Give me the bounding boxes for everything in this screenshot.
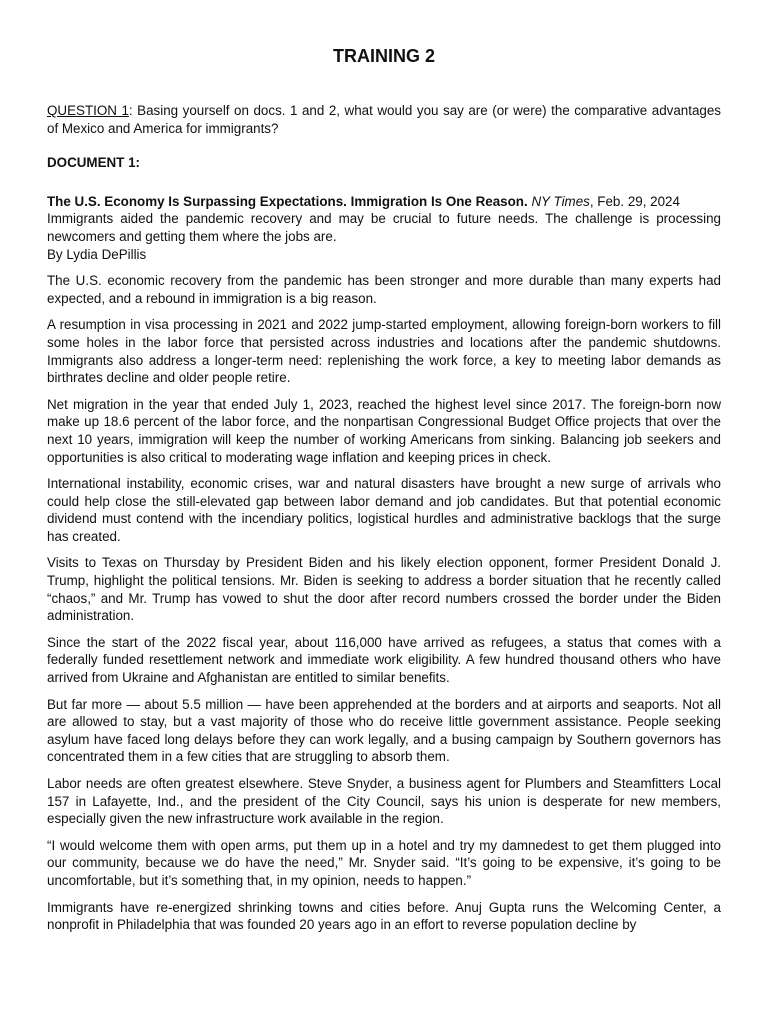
document-content <box>47 102 721 943</box>
article-headline: The U.S. Economy Is Surpassing Expectations. Immigration Is One Reason. <box>47 193 528 209</box>
question-text: : Basing yourself on docs. 1 and 2, what would you say are (or were) the comparative advantages of Mexico and America for immigrants? <box>47 103 721 136</box>
article-headline-line <box>47 193 721 211</box>
article-paragraph: Labor needs are often greatest elsewhere. Steve Snyder, a business agent for Plumbers and Steamfitters Local 157 in Lafayette, Ind., and the president of the City Council, says his union is desperate for new members, especially given the new infrastructure work available in the region. <box>47 776 721 827</box>
article-byline: By Lydia DePillis <box>47 246 147 262</box>
article-paragraph: International instability, economic crises, war and natural disasters have brought a new surge of arrivals who could help close the still-elevated gap between labor demand and job candidates. But that potential economic dividend must contend with the incendiary politics, logistical hurdles and administrative backlogs that the surge has created. <box>47 476 721 544</box>
article-paragraph: Net migration in the year that ended July 1, 2023, reached the highest level since 2017. The foreign-born now make up 18.6 percent of the labor force, and the nonpartisan Congressional Budget Office projects that over the next 10 years, immigration will keep the number of working Americans from sinking. Balancing job seekers and opportunities is also critical to moderating wage inflation and keeping prices in check. <box>47 396 721 465</box>
article-paragraph: But far more — about 5.5 million — have been apprehended at the borders and at airports and seaports. Not all are allowed to stay, but a vast majority of those who do receive little government assistance. People seeking asylum have faced long delays before they can work legally, and a busing campaign by Southern governors has concentrated them in a few cities that are struggling to absorb them. <box>47 696 721 765</box>
article-paragraph: A resumption in visa processing in 2021 and 2022 jump-started employment, allowing foreign-born workers to fill some holes in the labor force that persisted across industries and locations after the pandemic shutdowns. Immigrants also address a longer-term need: replenishing the work force, a key to meeting labor demands as birthrates decline and older people retire. <box>47 317 721 386</box>
question-1 <box>47 102 721 137</box>
article-date: , Feb. 29, 2024 <box>589 193 680 209</box>
article-source: NY Times <box>531 193 590 209</box>
article-paragraph: Immigrants have re-energized shrinking towns and cities before. Anuj Gupta runs the Welcoming Center, a nonprofit in Philadelphia that was founded 20 years ago in an effort to reverse population decline by <box>47 899 721 933</box>
article-paragraph: Since the start of the 2022 fiscal year, about 116,000 have arrived as refugees, a status that comes with a federally funded resettlement network and immediate work eligibility. A few hundred thousand others who have arrived from Ukraine and Afghanistan are entitled to similar benefits. <box>47 634 721 686</box>
question-label: QUESTION 1 <box>47 103 129 118</box>
article-paragraph: Visits to Texas on Thursday by President Biden and his likely election opponent, former President Donald J. Trump, highlight the political tensions. Mr. Biden is seeking to address a border situation that he recently called “chaos,” and Mr. Trump has vowed to shut the door after record numbers crossed the border under the Biden administration. <box>47 555 721 624</box>
document-label: DOCUMENT 1: <box>47 155 140 171</box>
article-subheadline: Immigrants aided the pandemic recovery and may be crucial to future needs. The challenge is processing newcomers and getting them where the jobs are. <box>47 211 721 244</box>
article-paragraph: The U.S. economic recovery from the pandemic has been stronger and more durable than many experts had expected, and a rebound in immigration is a big reason. <box>47 273 721 306</box>
page-title: TRAINING 2 <box>332 46 435 66</box>
article-paragraph: “I would welcome them with open arms, put them up in a hotel and try my damnedest to get them plugged into our community, because we do have the need,” Mr. Snyder said. “It’s going to be expensive, it’s going to be uncomfortable, but it’s something that, in my opinion, needs to happen.” <box>47 837 721 888</box>
